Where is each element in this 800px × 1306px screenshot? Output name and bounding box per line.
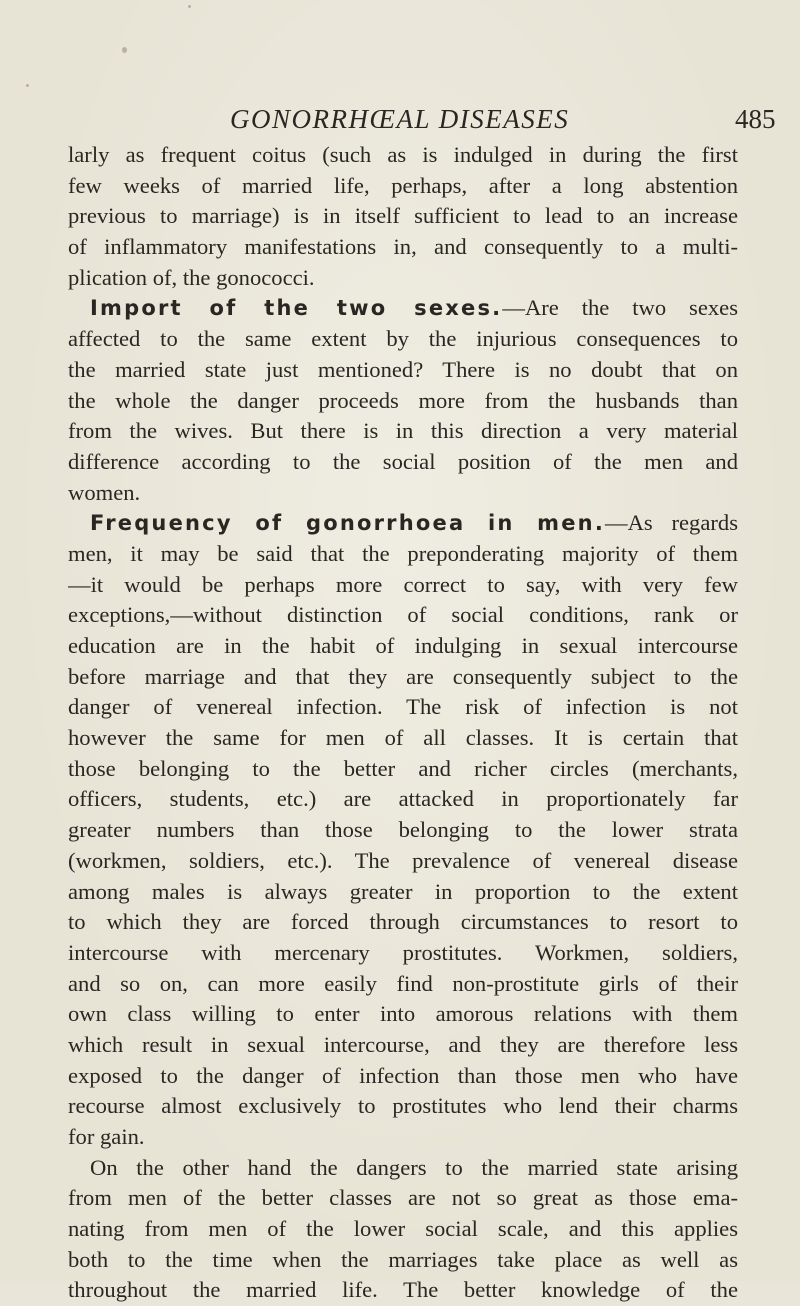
line-text: officers, students, etc.) are attacked in proportionately far (68, 786, 738, 812)
line-text: among males is always greater in proportion to the extent (68, 878, 738, 904)
text-line (68, 1091, 738, 1122)
text-line (68, 662, 738, 693)
text-line (68, 171, 738, 202)
text-line (68, 1122, 738, 1153)
text-line (68, 1153, 738, 1184)
text-line (68, 815, 738, 846)
text-line (68, 1245, 738, 1276)
text-line (68, 846, 738, 877)
line-text: greater numbers than those belonging to the lower strata (68, 817, 738, 843)
line-text: exposed to the danger of infection than those men who have (68, 1062, 738, 1088)
text-line (68, 140, 738, 171)
paper-speck (122, 47, 127, 53)
line-text: —Are the two sexes (502, 295, 738, 321)
page-number: 485 (735, 104, 776, 134)
line-text: for gain. (68, 1124, 145, 1149)
line-text: difference according to the social position of the men and (68, 448, 738, 474)
line-text: nating from men of the lower social scale, and this applies (68, 1216, 738, 1242)
line-text: previous to marriage) is in itself sufficient to lead to an increase (68, 203, 738, 229)
text-line (68, 1183, 738, 1214)
text-line (68, 478, 738, 509)
line-text: which result in sexual intercourse, and they are therefore less (68, 1031, 738, 1057)
text-line (68, 201, 738, 232)
text-line (68, 386, 738, 417)
line-text: recourse almost exclusively to prostitutes who lend their charms (68, 1093, 738, 1119)
text-line (68, 263, 738, 294)
text-line (68, 508, 738, 539)
text-line (68, 570, 738, 601)
line-text: to which they are forced through circumstances to resort to (68, 909, 738, 935)
line-text: both to the time when the marriages take place as well as (68, 1246, 738, 1272)
text-line (68, 232, 738, 263)
line-text: —it would be perhaps more correct to say, with very few (68, 571, 738, 597)
text-line (68, 877, 738, 908)
line-text: affected to the same extent by the injurious consequences to (68, 326, 738, 352)
text-line (68, 784, 738, 815)
text-line (68, 938, 738, 969)
line-text: throughout the married life. The better knowledge of the (68, 1277, 738, 1303)
line-text: from men of the better classes are not so great as those ema- (68, 1185, 738, 1211)
text-line (68, 631, 738, 662)
text-line (68, 416, 738, 447)
line-text: exceptions,—without distinction of social conditions, rank or (68, 602, 738, 628)
line-text: the married state just mentioned? There is no doubt that on (68, 356, 738, 382)
line-text: and so on, can more easily find non-prostitute girls of their (68, 970, 738, 996)
text-line (68, 1030, 738, 1061)
line-text: plication of, the gonococci. (68, 264, 315, 290)
line-text: the whole the danger proceeds more from the husbands than (68, 387, 738, 413)
paper-speck (26, 84, 29, 87)
section-heading: Frequency of gonorrhoea in men. (90, 511, 606, 536)
text-line (68, 1275, 738, 1306)
page-header (0, 104, 800, 144)
line-text: intercourse with mercenary prostitutes. Workmen, soldiers, (68, 939, 738, 965)
line-text: larly as frequent coitus (such as is indulged in during the first (68, 142, 738, 167)
line-text: danger of venereal infection. The risk of infection is not (68, 694, 738, 720)
body-text (68, 140, 738, 1306)
line-text: before marriage and that they are consequently subject to the (68, 663, 738, 689)
line-text: however the same for men of all classes. It is certain that (68, 725, 738, 751)
text-line (68, 1214, 738, 1245)
text-line (68, 723, 738, 754)
line-text: those belonging to the better and richer circles (merchants, (68, 755, 738, 781)
line-text: (workmen, soldiers, etc.). The prevalence of venereal disease (68, 847, 738, 873)
line-text: men, it may be said that the preponderating majority of them (68, 540, 738, 566)
text-line (68, 969, 738, 1000)
running-title: GONORRHŒAL DISEASES (230, 104, 570, 134)
line-text: women. (68, 479, 141, 505)
line-text: —As regards (605, 510, 738, 536)
section-heading: Import of the two sexes. (90, 296, 503, 321)
text-line (68, 447, 738, 478)
text-line (68, 907, 738, 938)
paper-speck (188, 5, 191, 8)
text-line (68, 1061, 738, 1092)
text-line (68, 600, 738, 631)
text-line (68, 293, 738, 324)
line-text: few weeks of married life, perhaps, after a long abstention (68, 172, 738, 198)
text-line (68, 999, 738, 1030)
text-line (68, 754, 738, 785)
text-line (68, 539, 738, 570)
line-text: education are in the habit of indulging in sexual intercourse (68, 633, 738, 658)
text-line (68, 324, 738, 355)
line-text: of inflammatory manifestations in, and consequently to a multi- (68, 234, 738, 260)
text-line (68, 692, 738, 723)
line-text: On the other hand the dangers to the married state arising (90, 1154, 738, 1180)
text-line (68, 355, 738, 386)
line-text: from the wives. But there is in this direction a very material (68, 418, 738, 444)
line-text: own class willing to enter into amorous relations with them (68, 1001, 738, 1027)
